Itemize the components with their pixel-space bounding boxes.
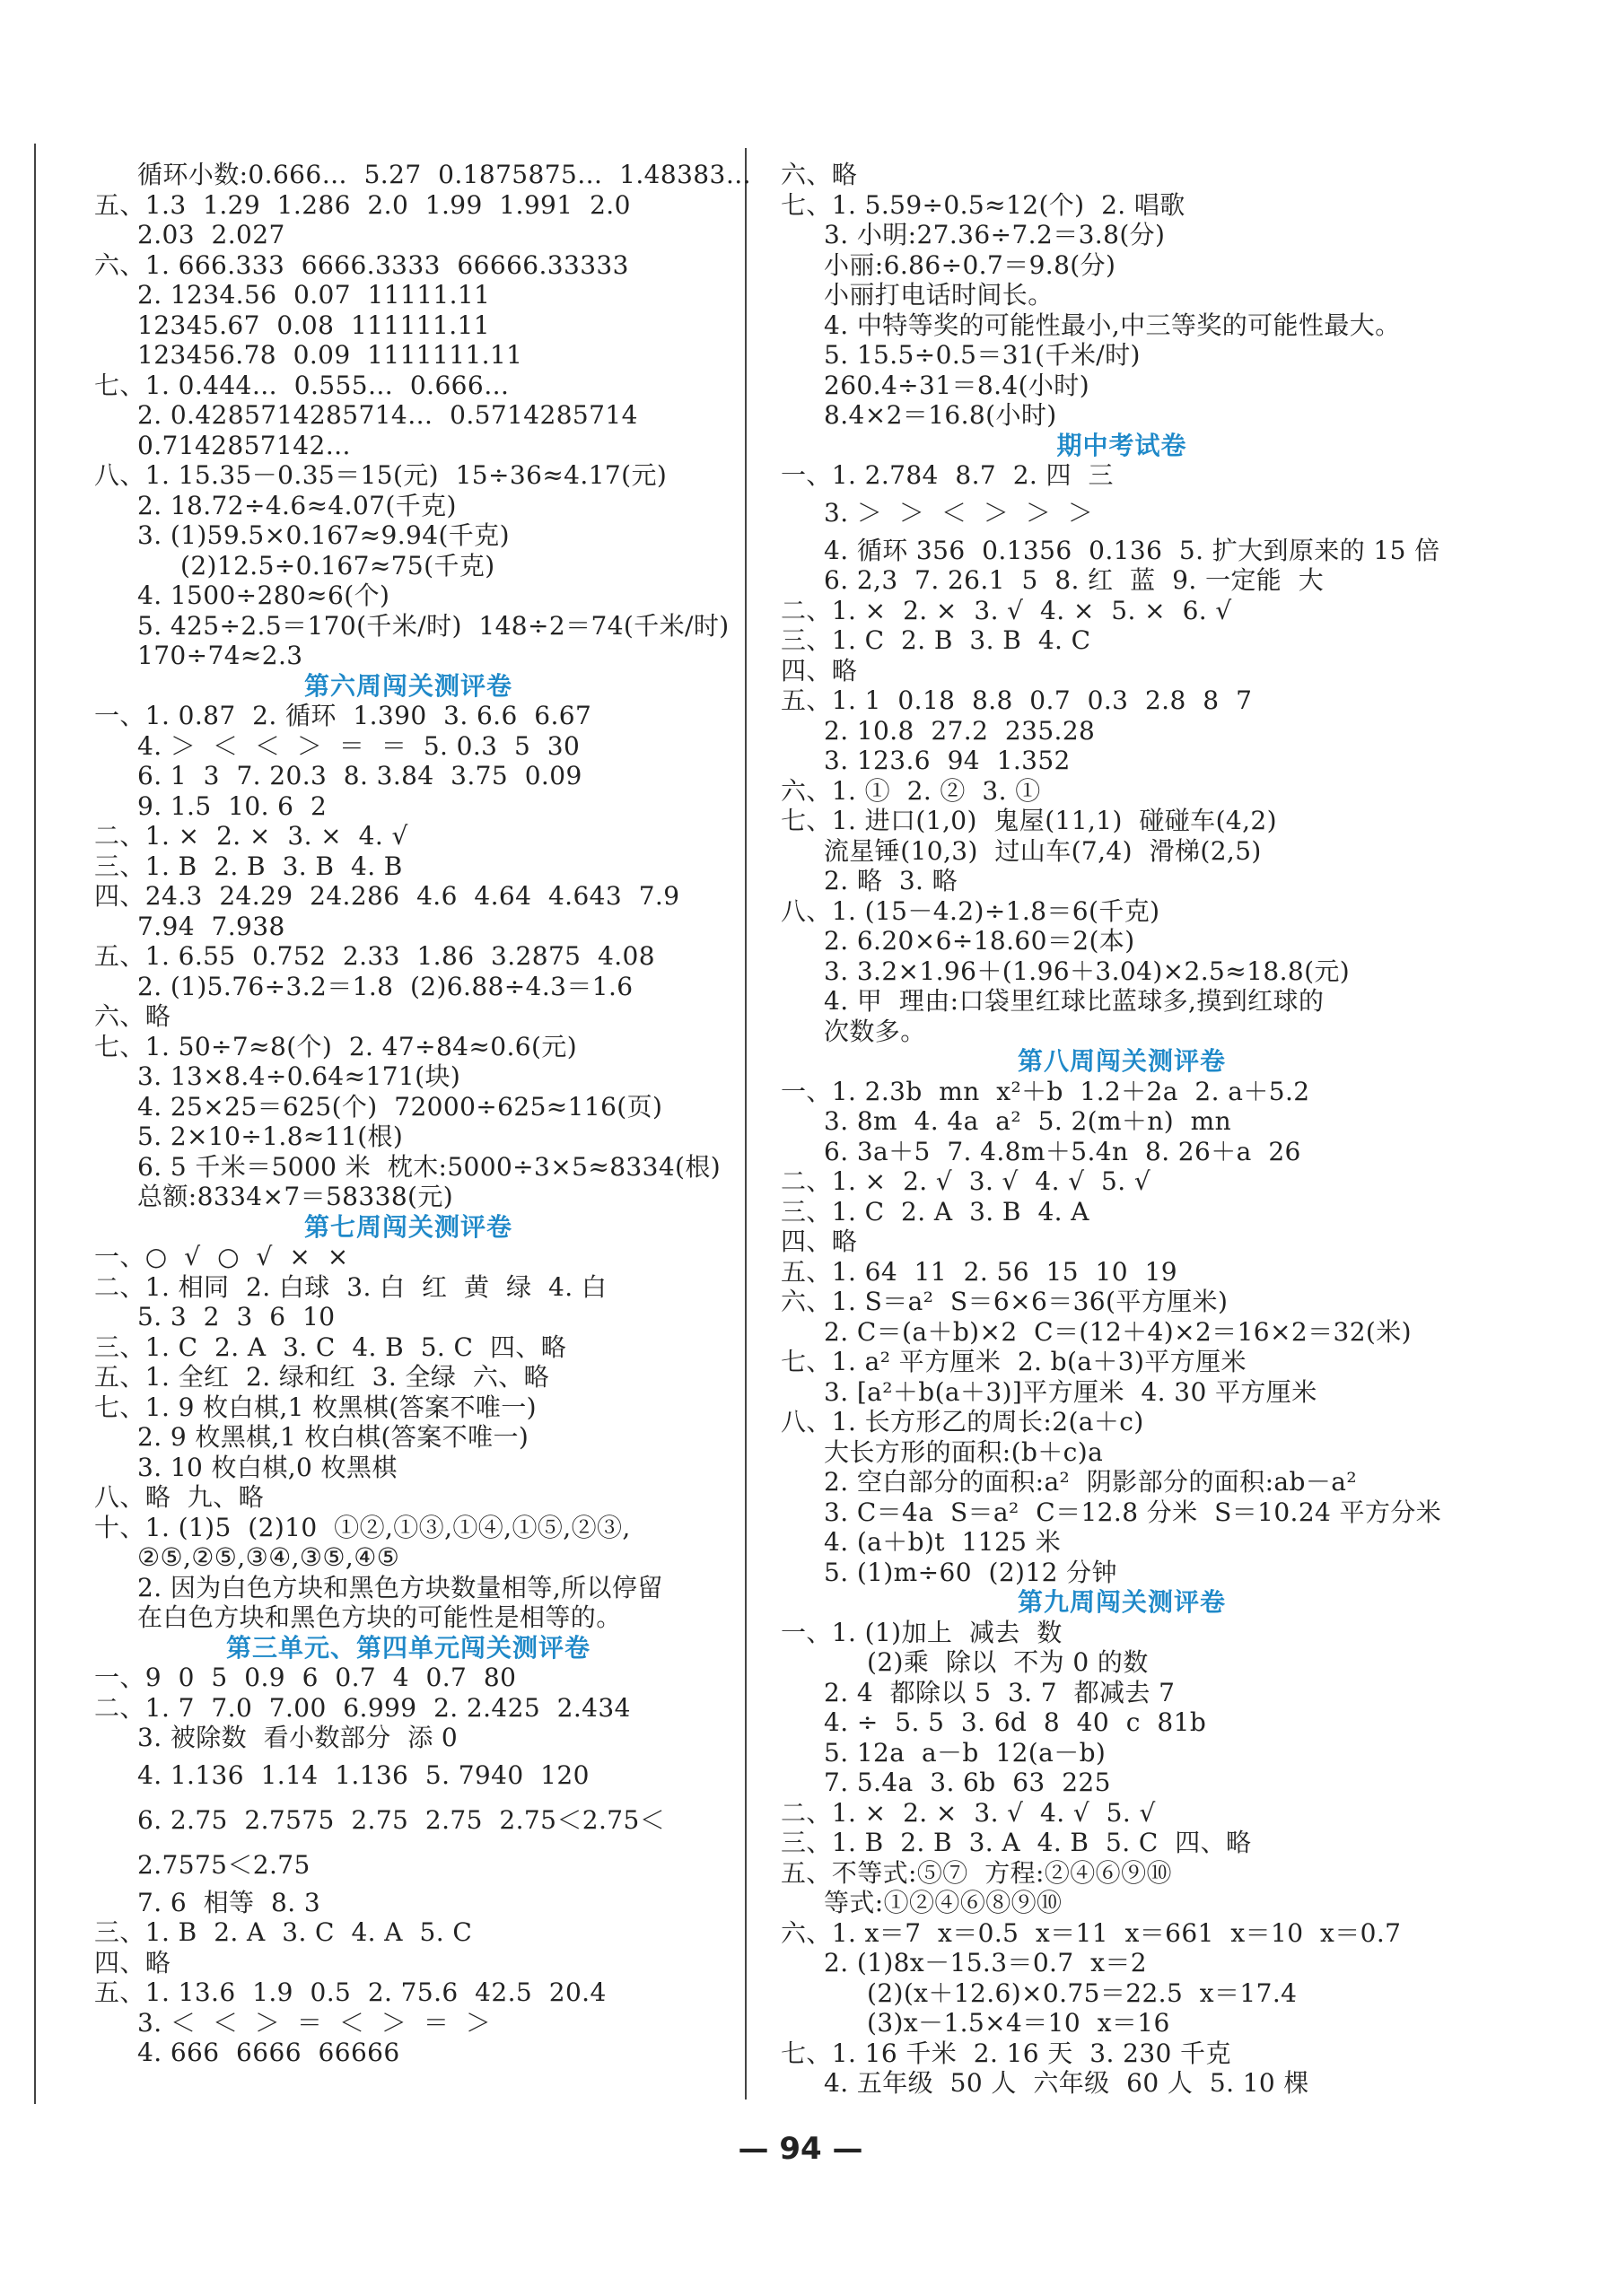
- left-answer-column: [94, 160, 752, 2068]
- answer-line: 7. 6 相等 8. 3: [137, 1887, 321, 1917]
- answer-line: 大长方形的面积:(b＋c)a: [824, 1436, 1104, 1467]
- answer-line: 小丽:6.86÷0.7＝9.8(分): [824, 249, 1116, 280]
- answer-line: 二、1. × 2. × 3. × 4. √: [94, 821, 408, 851]
- answer-line: 五、1. 6.55 0.752 2.33 1.86 3.2875 4.08: [94, 941, 655, 971]
- answer-line: (2)12.5÷0.167≈75(千克): [180, 550, 495, 581]
- answer-line: 4. ÷ 5. 5 3. 6d 8 40 c 81b: [824, 1707, 1207, 1737]
- answer-line: 3. 10 枚白棋,0 枚黑棋: [137, 1452, 398, 1482]
- answer-line: 6. 1 3 7. 20.3 8. 3.84 3.75 0.09: [137, 761, 582, 790]
- answer-line: 2. C＝(a＋b)×2 C＝(12＋4)×2＝16×2＝32(米): [824, 1316, 1412, 1347]
- answer-line: 4. (a＋b)t 1125 米: [824, 1527, 1062, 1557]
- answer-line: 5. 3 2 3 6 10: [137, 1302, 336, 1331]
- answer-line: 3. 3.2×1.96＋(1.96＋3.04)×2.5≈18.8(元): [824, 956, 1351, 986]
- answer-line: 二、1. 相同 2. 白球 3. 白 红 黄 绿 4. 白: [94, 1271, 608, 1302]
- answer-line: 5. 425÷2.5＝170(千米/时) 148÷2＝74(千米/时): [137, 610, 730, 641]
- answer-line: 3. C＝4a S＝a² C＝12.8 分米 S＝10.24 平方分米: [824, 1497, 1442, 1527]
- answer-line: 七、1. 进口(1,0) 鬼屋(11,1) 碰碰车(4,2): [781, 806, 1277, 835]
- answer-line: 3. 8m 4. 4a a² 5. 2(m＋n) mn: [824, 1106, 1232, 1136]
- column-divider: [745, 148, 747, 2100]
- answer-line: 5. (1)m÷60 (2)12 分钟: [824, 1557, 1117, 1587]
- answer-line: 4. ＞ ＜ ＜ ＞ ＝ ＝ 5. 0.3 5 30: [137, 730, 581, 761]
- section-title: 第八周闯关测评卷: [1017, 1046, 1226, 1076]
- answer-line: 5. 12a a－b 12(a－b): [824, 1737, 1107, 1768]
- answer-line: 2. (1)5.76÷3.2＝1.8 (2)6.88÷4.3＝1.6: [137, 971, 634, 1001]
- answer-line: 五、1. 13.6 1.9 0.5 2. 75.6 42.5 20.4: [94, 1977, 607, 2007]
- answer-line: 六、1. ① 2. ② 3. ①: [781, 775, 1041, 806]
- answer-line: 2. 0.4285714285714… 0.5714285714: [137, 400, 638, 430]
- answer-line: 5. 2×10÷1.8≈11(根): [137, 1122, 404, 1151]
- answer-line: 一、1. 2.784 8.7 2. 四 三: [781, 460, 1114, 490]
- answer-line: 6. 2,3 7. 26.1 5 8. 红 蓝 9. 一定能 大: [824, 565, 1325, 595]
- answer-line: 3. 小明:27.36÷7.2＝3.8(分): [824, 220, 1166, 249]
- answer-line: 六、略: [781, 160, 858, 189]
- answer-line: 七、1. 0.444… 0.555… 0.666…: [94, 370, 510, 400]
- answer-line: 6. 3a＋5 7. 4.8m＋5.4n 8. 26＋a 26: [824, 1136, 1301, 1166]
- answer-line: 一、1. (1)加上 减去 数: [781, 1617, 1063, 1647]
- answer-line: 二、1. × 2. × 3. √ 4. × 5. × 6. √: [781, 595, 1232, 625]
- answer-line: 2. 10.8 27.2 235.28: [824, 715, 1096, 746]
- answer-line: 二、1. × 2. √ 3. √ 4. √ 5. √: [781, 1166, 1151, 1196]
- answer-line: 四、略: [781, 1227, 858, 1256]
- answer-line: 三、1. C 2. A 3. C 4. B 5. C 四、略: [94, 1331, 567, 1362]
- answer-line: 4. 25×25＝625(个) 72000÷625≈116(页): [137, 1091, 663, 1122]
- answer-line: 一、9 0 5 0.9 6 0.7 4 0.7 80: [94, 1663, 517, 1692]
- answer-line: 7.94 7.938: [137, 911, 285, 941]
- answer-line: 八、略 九、略: [94, 1482, 265, 1512]
- answer-line: 3. ＞ ＞ ＜ ＞ ＞ ＞: [824, 497, 1094, 528]
- answer-line: 2.7575＜2.75: [137, 1849, 311, 1880]
- answer-line: 4. 中特等奖的可能性最小,中三等奖的可能性最大。: [824, 310, 1401, 340]
- section-title: 第九周闯关测评卷: [1017, 1587, 1226, 1617]
- answer-line: 五、1. 64 11 2. 56 15 10 19: [781, 1256, 1178, 1287]
- answer-line: 3. [a²＋b(a＋3)]平方厘米 4. 30 平方厘米: [824, 1376, 1317, 1407]
- answer-line: 三、1. C 2. A 3. B 4. A: [781, 1196, 1089, 1227]
- answer-line: 4. 甲 理由:口袋里红球比蓝球多,摸到红球的: [824, 986, 1325, 1016]
- answer-line: 八、1. (15－4.2)÷1.8＝6(千克): [781, 895, 1160, 926]
- answer-line: 4. 666 6666 66666: [137, 2038, 400, 2067]
- answer-line: 2.03 2.027: [137, 220, 285, 249]
- answer-line: 三、1. B 2. B 3. B 4. B: [94, 851, 403, 881]
- answer-line: 5. 15.5÷0.5＝31(千米/时): [824, 340, 1141, 370]
- section-title: 第七周闯关测评卷: [303, 1211, 512, 1242]
- answer-line: 4. 循环 356 0.1356 0.136 5. 扩大到原来的 15 倍: [824, 535, 1440, 565]
- answer-line: 8.4×2＝16.8(小时): [824, 400, 1057, 430]
- answer-line: 一、○ √ ○ √ × ×: [94, 1242, 349, 1271]
- answer-line: 6. 5 千米＝5000 米 枕木:5000÷3×5≈8334(根): [137, 1151, 722, 1182]
- answer-line: 六、1. S＝a² S＝6×6＝36(平方厘米): [781, 1287, 1229, 1316]
- answer-line: (2)乘 除以 不为 0 的数: [867, 1647, 1149, 1677]
- answer-line: 二、1. × 2. × 3. √ 4. √ 5. √: [781, 1797, 1156, 1828]
- answer-line: 9. 1.5 10. 6 2: [137, 790, 328, 821]
- answer-line: 4. 1.136 1.14 1.136 5. 7940 120: [137, 1759, 590, 1790]
- answer-line: 五、1.3 1.29 1.286 2.0 1.99 1.991 2.0: [94, 189, 631, 220]
- answer-line: ②⑤,②⑤,③④,③⑤,④⑤: [137, 1542, 400, 1572]
- answer-line: 七、1. 9 枚白棋,1 枚黑棋(答案不唯一): [94, 1392, 537, 1422]
- answer-line: 一、1. 0.87 2. 循环 1.390 3. 6.6 6.67: [94, 701, 592, 730]
- answer-line: 五、1. 1 0.18 8.8 0.7 0.3 2.8 8 7: [781, 685, 1253, 715]
- answer-line: 四、24.3 24.29 24.286 4.6 4.64 4.643 7.9: [94, 881, 680, 911]
- answer-line: 一、1. 2.3b mn x²＋b 1.2＋2a 2. a＋5.2: [781, 1076, 1310, 1106]
- answer-line: 流星锤(10,3) 过山车(7,4) 滑梯(2,5): [824, 835, 1262, 866]
- answer-line: 2. 空白部分的面积:a² 阴影部分的面积:ab－a²: [824, 1467, 1357, 1497]
- answer-line: 等式:①②④⑥⑧⑨⑩: [824, 1888, 1063, 1917]
- answer-line: 七、1. a² 平方厘米 2. b(a＋3)平方厘米: [781, 1347, 1247, 1376]
- answer-line: (3)x－1.5×4＝10 x＝16: [867, 2008, 1170, 2038]
- right-answer-column: [781, 160, 1463, 2099]
- answer-line: 4. 五年级 50 人 六年级 60 人 5. 10 棵: [824, 2068, 1309, 2098]
- answer-line: 2. 4 都除以 5 3. 7 都减去 7: [824, 1677, 1176, 1707]
- answer-line: 2. 6.20×6÷18.60＝2(本): [824, 926, 1135, 956]
- answer-line: 0.7142857142…: [137, 430, 352, 460]
- answer-line: 七、1. 16 千米 2. 16 天 3. 230 千克: [781, 2038, 1231, 2068]
- answer-line: 在白色方块和黑色方块的可能性是相等的。: [137, 1602, 622, 1632]
- answer-line: 二、1. 7 7.0 7.00 6.999 2. 2.425 2.434: [94, 1692, 631, 1723]
- answer-line: 260.4÷31＝8.4(小时): [824, 370, 1090, 400]
- answer-line: 2. 18.72÷4.6≈4.07(千克): [137, 490, 457, 520]
- answer-line: 3. 123.6 94 1.352: [824, 746, 1071, 775]
- answer-line: 五、不等式:⑤⑦ 方程:②④⑥⑨⑩: [781, 1857, 1172, 1888]
- answer-line: 3. ＜ ＜ ＞ ＝ ＜ ＞ ＝ ＞: [137, 2007, 492, 2038]
- answer-line: 3. 被除数 看小数部分 添 0: [137, 1723, 459, 1752]
- answer-line: 八、1. 15.35－0.35＝15(元) 15÷36≈4.17(元): [94, 460, 668, 490]
- answer-line: 170÷74≈2.3: [137, 641, 303, 670]
- answer-line: 十、1. (1)5 (2)10 ①②,①③,①④,①⑤,②③,: [94, 1512, 631, 1542]
- answer-line: 2. 9 枚黑棋,1 枚白棋(答案不唯一): [137, 1422, 529, 1452]
- answer-line: 2. 因为白色方块和黑色方块数量相等,所以停留: [137, 1572, 663, 1602]
- section-title: 期中考试卷: [1056, 430, 1187, 460]
- answer-line: 三、1. B 2. B 3. A 4. B 5. C 四、略: [781, 1828, 1252, 1857]
- answer-line: 七、1. 5.59÷0.5≈12(个) 2. 唱歌: [781, 189, 1185, 220]
- answer-line: 123456.78 0.09 1111111.11: [137, 340, 523, 370]
- answer-line: 循环小数:0.666… 5.27 0.1875875… 1.48383…: [137, 160, 752, 189]
- answer-line: 五、1. 全红 2. 绿和红 3. 全绿 六、略: [94, 1362, 550, 1392]
- answer-line: 六、1. 666.333 6666.3333 66666.33333: [94, 249, 629, 280]
- answer-line: 6. 2.75 2.7575 2.75 2.75 2.75＜2.75＜: [137, 1804, 666, 1835]
- answer-line: 3. (1)59.5×0.167≈9.94(千克): [137, 520, 510, 550]
- answer-line: 四、略: [94, 1947, 171, 1977]
- answer-line: 六、略: [94, 1001, 171, 1031]
- answer-line: (2)(x＋12.6)×0.75＝22.5 x＝17.4: [867, 1977, 1298, 2008]
- answer-line: 2. 略 3. 略: [824, 866, 958, 895]
- section-title: 第六周闯关测评卷: [303, 670, 512, 701]
- answer-line: 六、1. x＝7 x＝0.5 x＝11 x＝661 x＝10 x＝0.7: [781, 1917, 1402, 1948]
- answer-line: 3. 13×8.4÷0.64≈171(块): [137, 1061, 461, 1091]
- answer-line: 四、略: [781, 655, 858, 685]
- answer-line: 2. 1234.56 0.07 11111.11: [137, 280, 491, 310]
- answer-line: 2. (1)8x－15.3＝0.7 x＝2: [824, 1948, 1147, 1977]
- answer-line: 小丽打电话时间长。: [824, 280, 1054, 310]
- answer-line: 三、1. C 2. B 3. B 4. C: [781, 625, 1091, 655]
- answer-line: 次数多。: [824, 1016, 926, 1046]
- answer-line: 12345.67 0.08 111111.11: [137, 310, 490, 340]
- left-margin-rule: [34, 144, 36, 2104]
- answer-line: 总额:8334×7＝58338(元): [137, 1182, 454, 1211]
- section-title: 第三单元、第四单元闯关测评卷: [225, 1632, 591, 1663]
- answer-line: 三、1. B 2. A 3. C 4. A 5. C: [94, 1917, 473, 1947]
- answer-line: 七、1. 50÷7≈8(个) 2. 47÷84≈0.6(元): [94, 1031, 578, 1061]
- answer-line: 7. 5.4a 3. 6b 63 225: [824, 1768, 1111, 1797]
- answer-line: 八、1. 长方形乙的周长:2(a＋c): [781, 1407, 1144, 1436]
- answer-line: 4. 1500÷280≈6(个): [137, 581, 390, 610]
- page-number: — 94 —: [738, 2131, 863, 2167]
